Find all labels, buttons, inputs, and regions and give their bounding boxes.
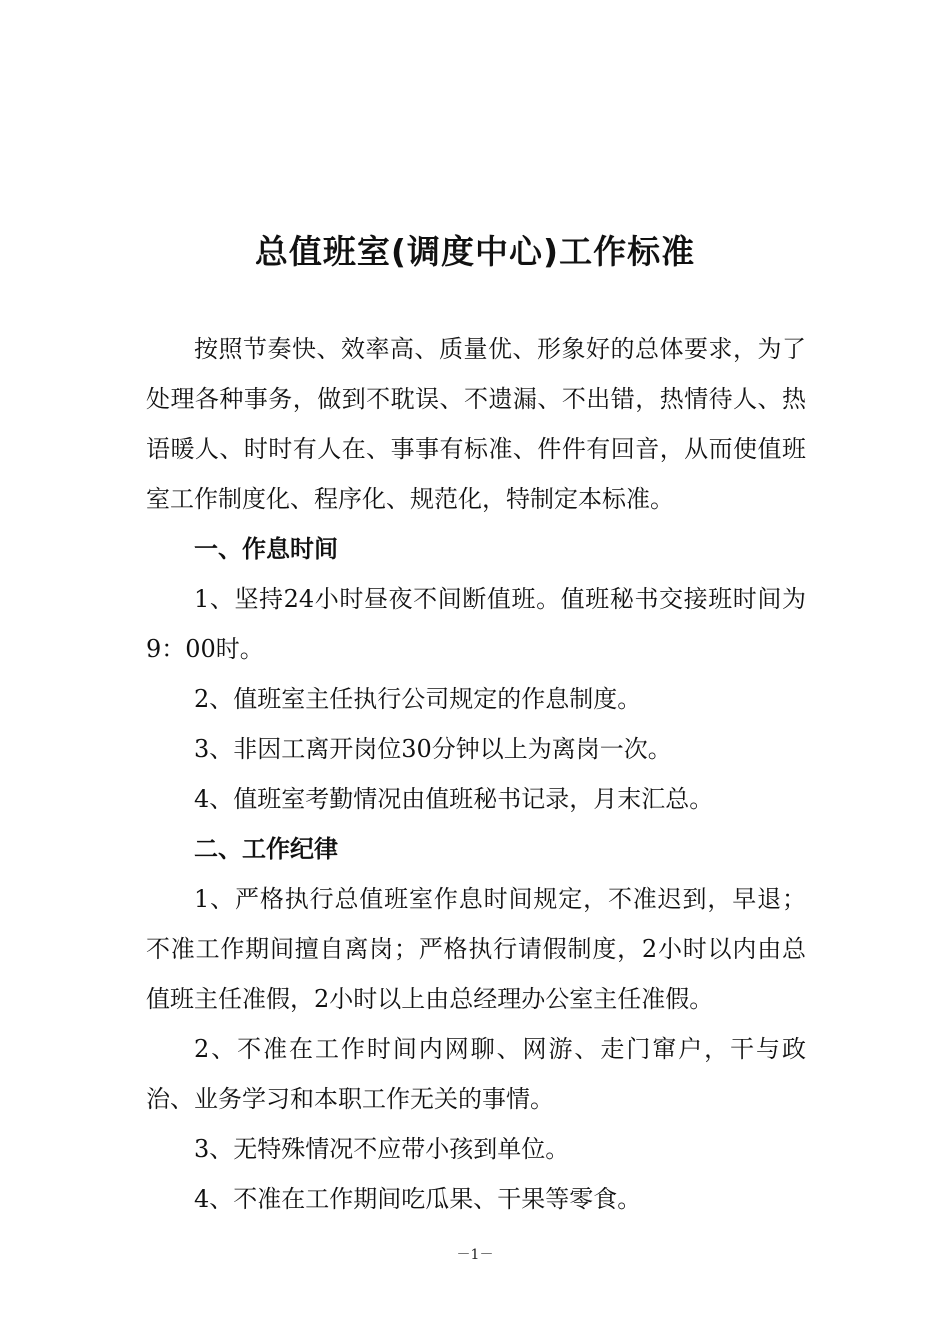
paragraph: 按照节奏快、效率高、质量优、形象好的总体要求，为了处理各种事务，做到不耽误、不遗漏、不出错，热情待人、热语暖人、时时有人在、事事有标准、件件有回音，从而使值班室工作制度化、程序化、规范化，特制定本标准。 — [146, 335, 806, 513]
document-title: 总值班室(调度中心)工作标准 — [254, 232, 696, 271]
paragraph: 2、值班室主任执行公司规定的作息制度。 — [194, 685, 642, 713]
paragraph: 3、非因工离开岗位30分钟以上为离岗一次。 — [194, 735, 672, 763]
paragraph: 1、坚持24小时昼夜不间断值班。值班秘书交接班时间为9：00时。 — [146, 585, 806, 663]
document-body — [146, 324, 806, 1224]
paragraph: 2、不准在工作时间内网聊、网游、走门窜户，干与政治、业务学习和本职工作无关的事情。 — [146, 1035, 806, 1113]
section-heading: 一、作息时间 — [194, 535, 338, 563]
section-heading: 二、工作纪律 — [194, 835, 338, 863]
page-number: －1－ — [456, 1247, 494, 1263]
paragraph: 4、不准在工作期间吃瓜果、干果等零食。 — [194, 1185, 642, 1213]
paragraph: 3、无特殊情况不应带小孩到单位。 — [194, 1135, 570, 1163]
paragraph: 1、严格执行总值班室作息时间规定，不准迟到，早退；不准工作期间擅自离岗；严格执行请假制度，2小时以内由总值班主任准假，2小时以上由总经理办公室主任准假。 — [146, 885, 806, 1013]
paragraph: 4、值班室考勤情况由值班秘书记录，月末汇总。 — [194, 785, 714, 813]
